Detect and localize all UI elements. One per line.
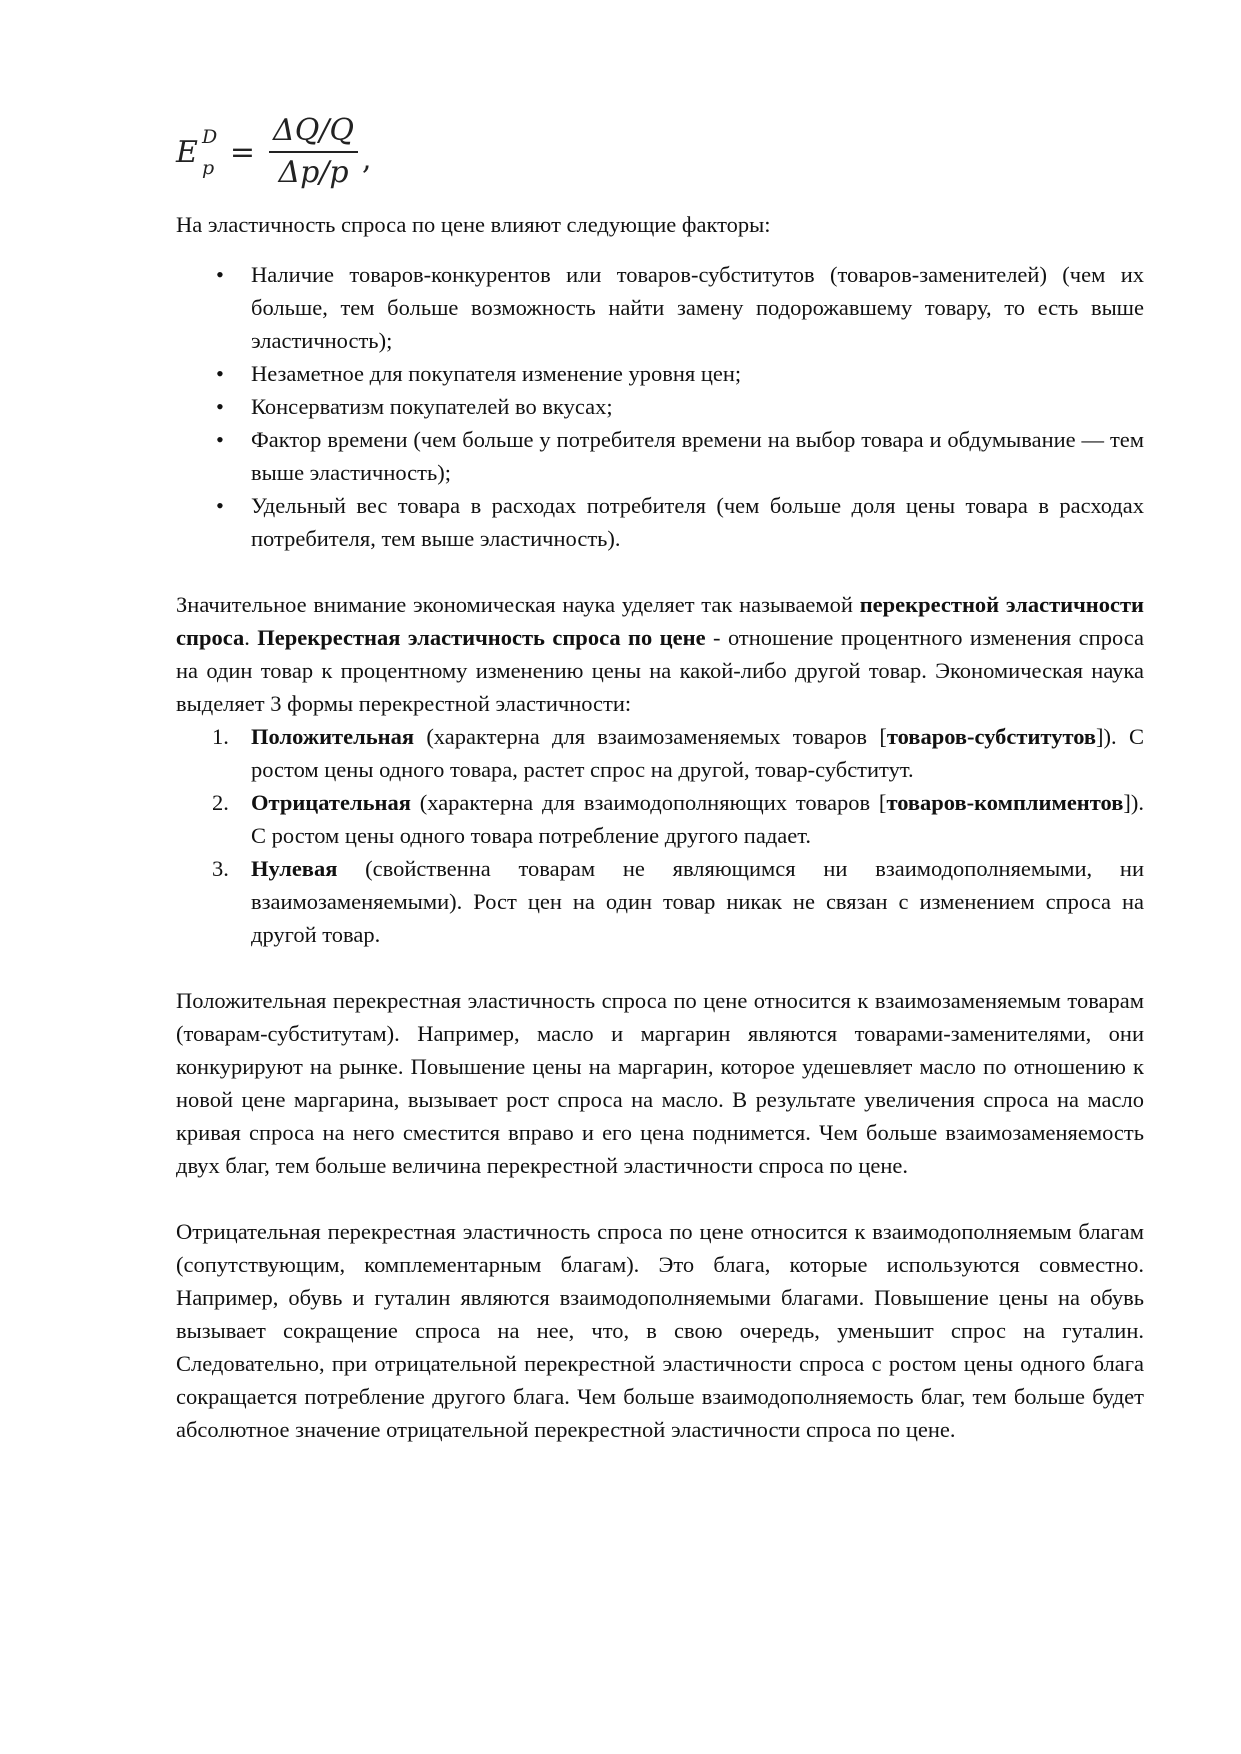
factor-item [176,489,1144,555]
form-text: (характерна для взаимодополняющих товаров [ [410,790,887,815]
formula-lhs [176,125,218,179]
formula-lhs-base: E [176,134,198,170]
form-text-tail: ]). С ростом цены одного товара потребление другого падает. [251,790,1144,848]
spacer [176,951,1144,984]
document-body [176,110,1144,1446]
factor-item [176,423,1144,489]
factor-item [176,258,1144,357]
factors-list [176,258,1144,555]
elasticity-formula [176,110,1144,194]
bullet-icon: • [216,394,224,419]
cross-definition-bold: Перекрестная эластичность спроса по цене [257,625,706,650]
factor-text: Консерватизм покупателей во вкусах; [251,394,613,419]
form-item [176,786,1144,852]
cross-text-e: - отношение процентного изменения спроса на один товар к процентному изменению цены на какой-либо другой товар. Экономическая наука выделяет 3 формы перекрестной эластичности: [176,625,1144,716]
form-text: (свойственна товарам не являющимся ни взаимодополняемыми, ни взаимозаменяемыми). Рост цен на один товар никак не связан с изменением спроса на другой товар. [251,856,1144,947]
form-title: Нулевая [251,856,338,881]
form-term: товаров-комплиментов [886,790,1124,815]
cross-text-c: . [244,625,258,650]
spacer [176,1182,1144,1215]
form-item [176,720,1144,786]
factor-item [176,357,1144,390]
cross-term-bold: перекрестной эластичности спроса [176,592,1144,650]
form-term: товаров-субститутов [886,724,1097,749]
form-number: 3. [212,856,229,881]
factor-text: Фактор времени (чем больше у потребителя времени на выбор товара и обдумывание — тем выше эластичность); [251,427,1144,485]
form-number: 2. [212,790,229,815]
form-text-tail: ]). С ростом цены одного товара, растет спрос на другой, товар-субститут. [251,724,1144,782]
form-item [176,852,1144,951]
factor-text: Удельный вес товара в расходах потребителя (чем больше доля цены товара в расходах потребителя, тем выше эластичность). [251,493,1144,551]
form-text: (характерна для взаимозаменяемых товаров [ [414,724,887,749]
factor-text: Наличие товаров-конкурентов или товаров-субститутов (товаров-заменителей) (чем их больше, тем больше возможность найти замену подорожавшему товару, то есть выше эластичность); [251,262,1144,353]
formula-lhs-sub: p [202,156,215,179]
factor-text: Незаметное для покупателя изменение уровня цен; [251,361,742,386]
formula-fraction [269,111,358,193]
cross-forms-list [176,720,1144,951]
negative-cross-paragraph: Отрицательная перекрестная эластичность спроса по цене относится к взаимодополняемым благам (сопутствующим, комплементарным благам). Это блага, которые используются совместно. Например, обувь и гуталин являются взаимодополняемыми благами. Повышение цены на обувь вызывает сокращение спроса на нее, что, в свою очередь, уменьшит спрос на гуталин. Следовательно, при отрицательной перекрестной эластичности спроса с ростом цены одного блага сокращается потребление другого блага. Чем больше взаимодополняемость благ, тем больше будет абсолютное значение отрицательной перекрестной эластичности спроса по цене. [176,1219,1144,1442]
bullet-icon: • [216,493,224,518]
form-number: 1. [212,724,229,749]
formula-lhs-sup: D [202,125,218,148]
spacer [176,555,1144,588]
factor-item [176,390,1144,423]
cross-elasticity-paragraph [176,588,1144,720]
form-title: Положительная [251,724,414,749]
bullet-icon: • [216,427,224,452]
formula-comma: , [362,141,372,177]
cross-text-a: Значительное внимание экономическая наука уделяет так называемой [176,592,860,617]
formula-equals: = [229,134,256,170]
positive-cross-paragraph: Положительная перекрестная эластичность спроса по цене относится к взаимозаменяемым товарам (товарам-субститутам). Например, масло и маргарин являются товарами-заменителями, они конкурируют на рынке. Повышение цены на маргарин, которое удешевляет масло по отношению к новой цене маргарина, вызывает рост спроса на масло. В результате увеличения спроса на масло кривая спроса на него сместится вправо и его цена поднимется. Чем больше взаимозаменяемость двух благ, тем больше величина перекрестной эластичности спроса по цене. [176,988,1144,1178]
formula-denominator: Δp/p [278,155,349,190]
bullet-icon: • [216,262,224,287]
formula-numerator: ΔQ/Q [273,113,355,148]
bullet-icon: • [216,361,224,386]
factors-intro: На эластичность спроса по цене влияют следующие факторы: [176,212,771,237]
form-title: Отрицательная [251,790,411,815]
